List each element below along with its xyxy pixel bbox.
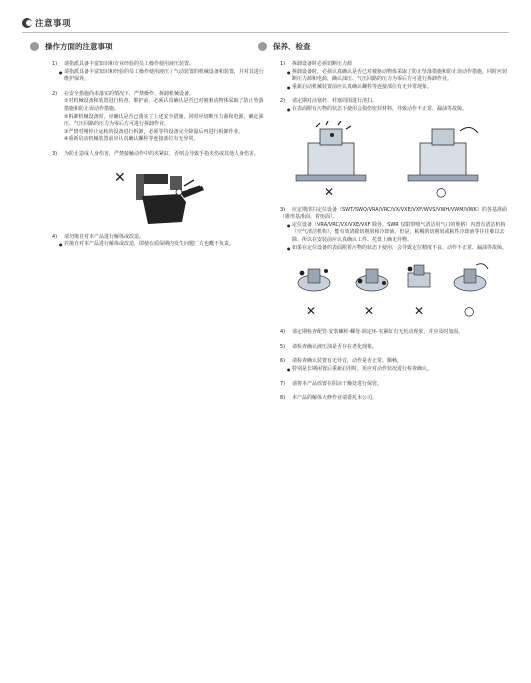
section-heading-maintenance [258, 40, 510, 52]
prohibited-mark: ✕ [114, 169, 126, 186]
list-subitem: ● 若擅自对本产品进行解体或改造，即使在质保期内发生问题厂方也概不负责。 [52, 241, 267, 249]
header-divider [22, 32, 509, 33]
list-item: 5) 请检查确认液压油是否存在老化现象。 [280, 343, 378, 350]
approved-mark: ○ [436, 184, 447, 199]
list-subitem: ● 定位设备（VRA/VRC/VX/VXE/VXF 除外、SWR 仅限带喷气清洁用气口的规格）内置有清洁机构（空气清洁机构），能有效清除切削屑和冷却液。但是，粘稠的切削屑或粘性冷却液等往往难以去除，所以在安装前应认真确认工件、托盘上确无异物。 [280, 222, 510, 245]
section-bullet-icon [258, 42, 267, 51]
list-subitem: ④重新启动机械装置前应认真确认螺栓等连接部位有无异常。 [64, 136, 199, 143]
locator-illustration [356, 269, 388, 291]
list-subitem: ● 拆卸设备时，必须认真确认是否已对被驱动物体采取了防止坠落措施和防止误动作措施，同时应切断压力源和电源，确认油压、气压回路的压力为零后方可进行拆卸作业。 [280, 69, 510, 84]
list-subitem: ②拆卸机械设备时，应确认是否已落实了上述安全措施，同时应切断压力源和电源，确定油压、气压回路的压力为零后方可进行拆卸作业。 [64, 113, 264, 128]
finger-pinch-warning-figure [52, 166, 267, 228]
left-column [45, 40, 267, 256]
list-item: 3) 为防止造成人身伤害，严禁接触动作中的夹紧缸，否则会导致手指夹伤或其他人身伤害。 [52, 150, 260, 157]
hand-icon [142, 194, 186, 224]
prohibited-mark: ✕ [364, 304, 375, 319]
list-item: 6) 请检查确认装置有无异音，动作是否正常、顺畅。 ● 特别是长期闲置后重新启用时，更应对动作状况进行检查确认。 [280, 358, 510, 373]
section-heading-operation [30, 40, 267, 52]
header-logo-icon [22, 18, 32, 28]
list-subitem: ● 特别是长期闲置后重新启用时，更应对动作状况进行检查确认。 [280, 366, 510, 374]
approved-mark: ○ [464, 304, 475, 319]
page-header [22, 16, 71, 30]
prohibited-mark: ✕ [306, 304, 317, 319]
locating-surface-figure [280, 259, 510, 323]
list-item: 3) 应定期清扫定位设备（SWT/SWQ/VRA/VRC/VX/VXE/VXF/WVS/VWH/VWM/VWK）的各基准面（锥形基准面、着座面）。 ● 定位设备（VRA/VRC/VX/VXE/VXF 除外、SWR 仅限带喷气清洁用气口的规格）内置有清洁机构（空气清洁机构），能有效清除切削屑和冷却液。但是，粘稠的切削屑或粘性冷却液等往往难以去除，所以在安装前应认真确认工件、托盘上确无异物。 ● 如果在定位设备的表面附着污物的状态下使用，会导致定位精度不良、动作不正常、漏油等故障。 [280, 207, 510, 253]
list-item: 7) 请将本产品放置在阴凉干燥处进行保管。 [280, 380, 383, 387]
prohibited-mark: ✕ [324, 184, 335, 199]
list-subitem: ● 在表面附有污物的状态下使用会损伤密封材料，导致动作不正常、漏油等故障。 [280, 106, 510, 114]
list-item: 2) 请定期对活塞杆、柱塞周围进行清扫。 ● 在表面附有污物的状态下使用会损伤密封材料，导致动作不正常、漏油等故障。 [280, 98, 510, 113]
list-item: 4) 请勿擅自对本产品进行解体或改造。 ● 若擅自对本产品进行解体或改造，即使在质保期内发生问题厂方也概不负责。 [52, 234, 267, 249]
list-subitem: ● 重新启动机械装置前应认真确认螺栓等连接部位有无异常现象。 [280, 84, 510, 92]
list-subitem: ● 请指派具备丰富知识和经验的员工操作使用液压 / 气动装置的机械设备和装置，并对其进行维护保养。 [52, 69, 267, 84]
prohibited-mark: ✕ [414, 304, 425, 319]
list-subitem: ● 如果在定位设备的表面附着污物的状态下使用，会导致定位精度不良、动作不正常、漏油等故障。 [280, 245, 510, 253]
locator-illustration [408, 265, 430, 287]
list-subitem: ①对机械设备和装置进行检查、维护前，必须认真确认是否已对被驱动物体采取了防止坠落措施和防止误动作措施。 [64, 98, 264, 112]
list-item: 4) 请定期检查配管·安装螺栓·螺母·调定环·夹紧缸有无松动现象，并应及时加固。 [280, 329, 464, 336]
section-title: 操作方面的注意事项 [45, 41, 113, 51]
dirty-clamp-illustration [296, 121, 366, 181]
list-subitem: ③严禁对刚停止运转的设备进行拆卸，必须等待设备完全降温后再进行拆卸作业。 [64, 128, 244, 135]
section-title: 保养、检查 [273, 41, 311, 51]
list-item: 1) 请指派具备丰富知识和专业经验的员工操作使用液压装置。 ● 请指派具备丰富知识和经验的员工操作使用液压 / 气动装置的机械设备和装置，并对其进行维护保养。 [52, 61, 267, 84]
clean-locator-illustration [454, 264, 488, 291]
section-bullet-icon [30, 42, 39, 51]
page-title: 注意事项 [35, 19, 72, 29]
locator-illustration [298, 269, 330, 291]
rod-cleaning-figure [280, 121, 510, 201]
right-column [273, 40, 510, 410]
list-item: 2) 在安全措施尚未落实的情况下，严禁操作、拆卸机械设备。 ①对机械设备和装置进行检查、维护前，必须认真确认是否已对被驱动物体采取了防止坠落措施和防止误动作措施。 ②拆卸机械设备时，应确认是否已落实了上述安全措施，同时应切断压力源和电源，确定油压、气压回路的压力为零后方可进行拆卸作业。 ③严禁对刚停止运转的设备进行拆卸，必须等待设备完全降温后再进行拆卸作业。 ④重新启动机械装置前应认真确认螺栓等连接部位有无异常。 [52, 91, 267, 144]
list-item: 8) 本产品的解体大修作业请委托本公司。 [280, 395, 378, 402]
clean-clamp-illustration [408, 127, 478, 181]
list-item: 1) 拆卸设备时必须切断压力源 ● 拆卸设备时，必须认真确认是否已对被驱动物体采取了防止坠落措施和防止误动作措施，同时应切断压力源和电源，确认油压、气压回路的压力为零后方可进行拆卸作业。 ● 重新启动机械装置前应认真确认螺栓等连接部位有无异常现象。 [280, 61, 510, 91]
